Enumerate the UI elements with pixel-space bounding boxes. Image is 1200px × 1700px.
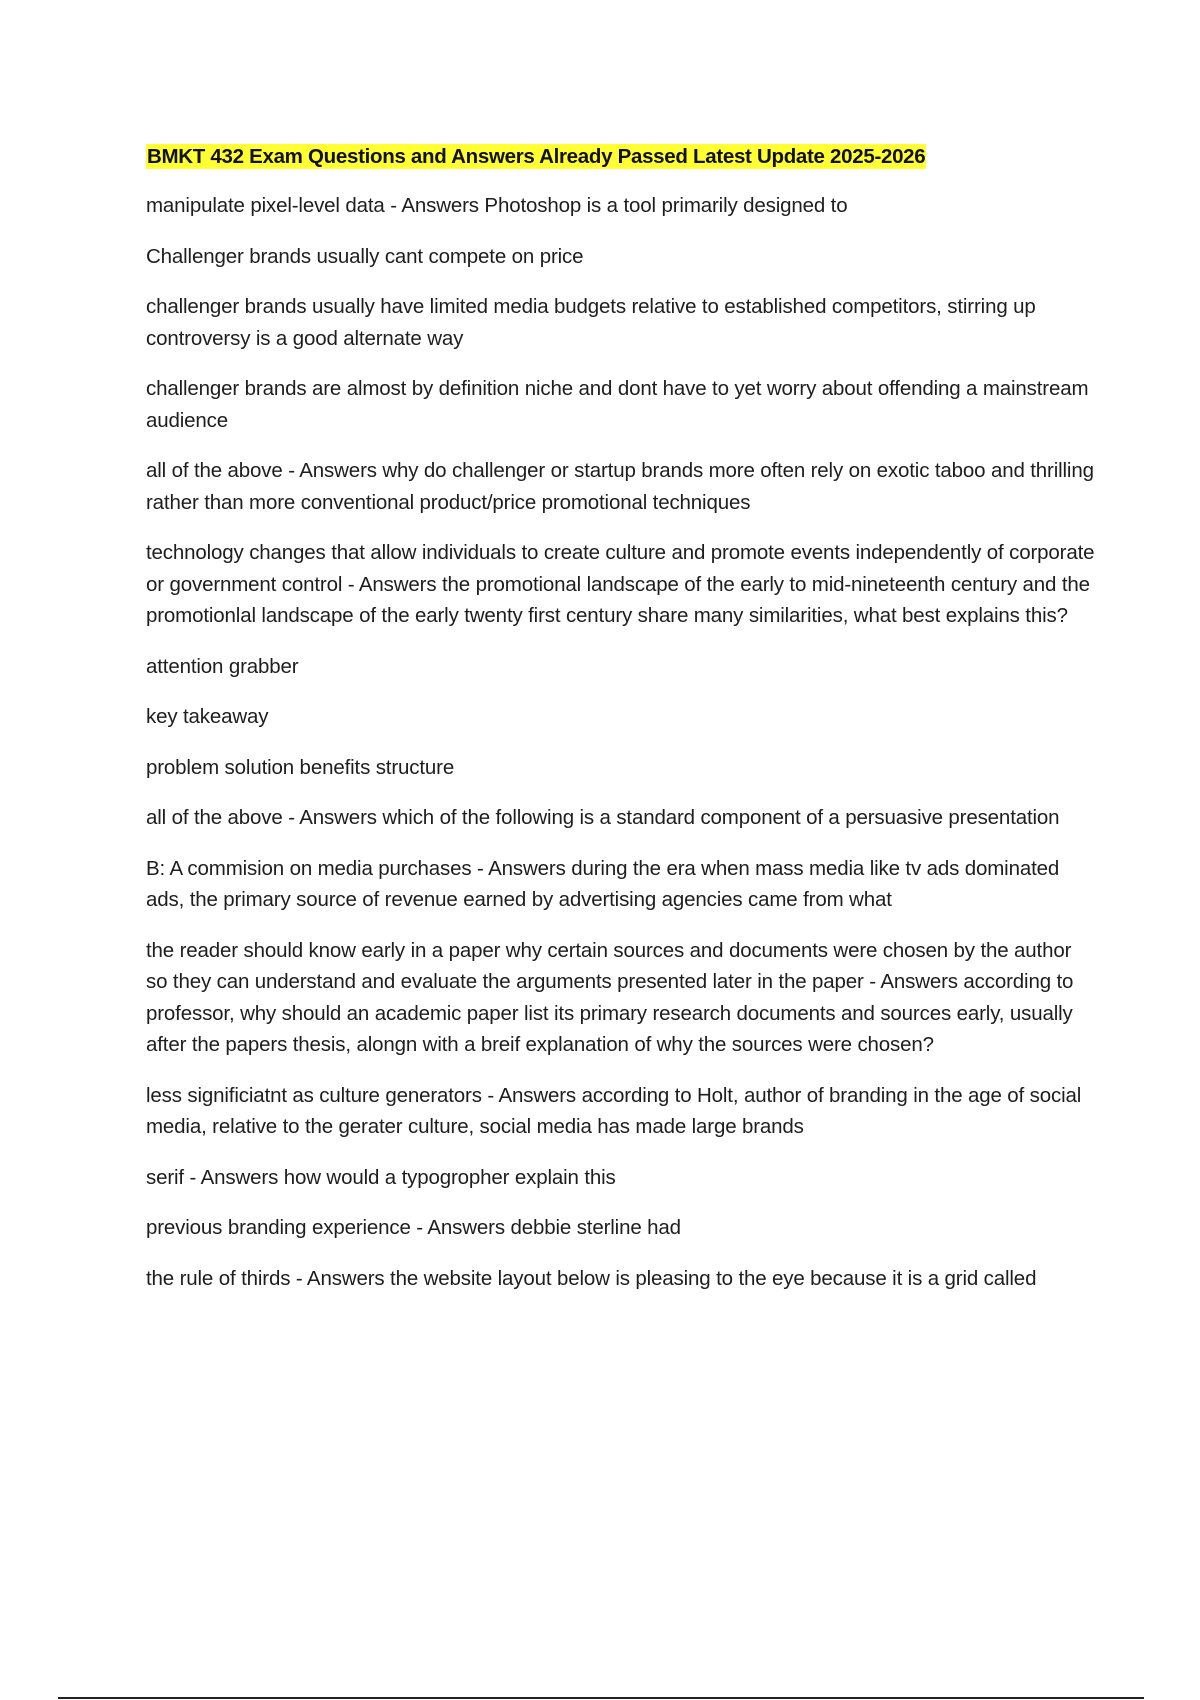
paragraph-14: serif - Answers how would a typogropher explain this	[146, 1165, 616, 1189]
document-page	[146, 142, 1096, 1313]
paragraph-4: challenger brands are almost by definition niche and dont have to yet worry about offending a mainstream audience	[146, 377, 1089, 432]
paragraph-9: problem solution benefits structure	[146, 755, 455, 779]
paragraph-11: B: A commision on media purchases - Answers during the era when mass media like tv ads dominated ads, the primary source of revenue earned by advertising agencies came from what	[146, 856, 1060, 911]
paragraph-10: all of the above - Answers which of the following is a standard component of a persuasive presentation	[146, 806, 1060, 829]
paragraph-3: challenger brands usually have limited media budgets relative to established competitors, stirring up controversy is a good alternate way	[146, 295, 1036, 350]
page-bottom-rule	[58, 1697, 1144, 1699]
paragraph-12: the reader should know early in a paper why certain sources and documents were chosen by the author so they can understand and evaluate the arguments presented later in the paper - Answers according to professor, why should an academic paper list its primary research documents and sources early, usually after the papers thesis, alongn with a breif explanation of why the sources were chosen?	[146, 938, 1074, 1056]
title-line	[146, 142, 1096, 173]
paragraph-16: the rule of thirds - Answers the website layout below is pleasing to the eye because it is a grid called	[146, 1266, 1037, 1290]
paragraph-15: previous branding experience - Answers debbie sterline had	[146, 1216, 681, 1239]
paragraph-13: less significiatnt as culture generators - Answers according to Holt, author of branding in the age of social media, relative to the gerater culture, social media has made large brands	[146, 1083, 1082, 1138]
paragraph-7: attention grabber	[146, 654, 299, 678]
paragraph-1: manipulate pixel-level data - Answers Photoshop is a tool primarily designed to	[146, 194, 848, 217]
paragraph-8: key takeaway	[146, 705, 269, 728]
paragraph-6: technology changes that allow individuals to create culture and promote events independently of corporate or government control - Answers the promotional landscape of the early to mid-nineteenth century and the promotionlal landscape of the early twenty first century share many similarities, what best explains this?	[146, 541, 1095, 627]
document-title: BMKT 432 Exam Questions and Answers Already Passed Latest Update 2025-2026	[147, 145, 926, 168]
paragraph-5: all of the above - Answers why do challenger or startup brands more often rely on exotic taboo and thrilling rather than more conventional product/price promotional techniques	[146, 459, 1094, 514]
paragraph-2: Challenger brands usually cant compete on price	[146, 244, 584, 268]
